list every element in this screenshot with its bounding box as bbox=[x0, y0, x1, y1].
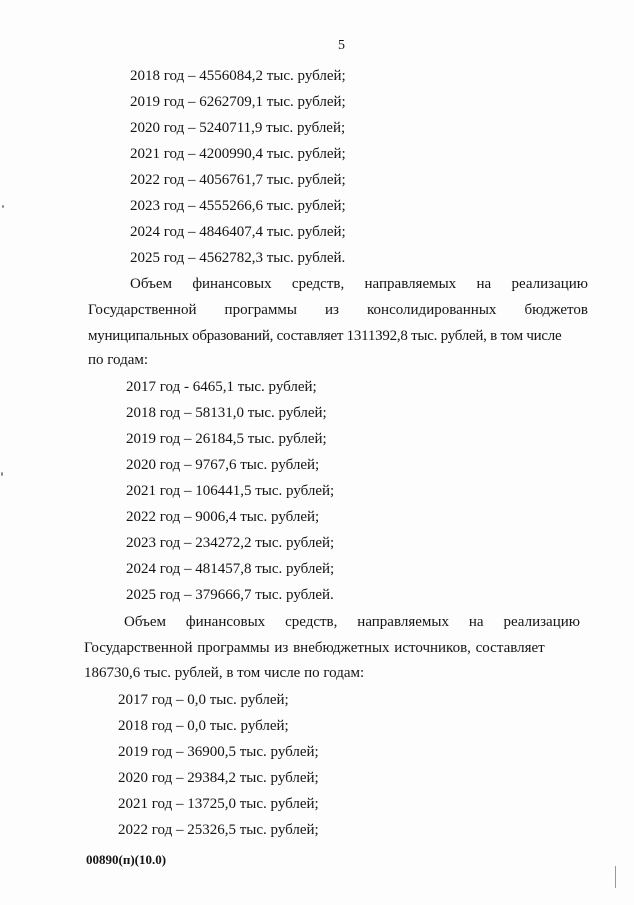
word: бюджетов bbox=[524, 302, 588, 318]
year-line: 2021 год – 106441,5 тыс. рублей; bbox=[126, 483, 335, 499]
page-number: 5 bbox=[338, 38, 345, 53]
year-line: 2017 год – 0,0 тыс. рублей; bbox=[118, 692, 289, 708]
year-line: 2025 год – 4562782,3 тыс. рублей. bbox=[130, 250, 346, 266]
paragraph-line: Государственной программы из внебюджетных источников, составляет bbox=[84, 640, 545, 656]
scan-speck bbox=[1, 472, 3, 476]
paragraph-line bbox=[124, 612, 580, 632]
word: на bbox=[468, 614, 484, 630]
scan-edge-mark bbox=[615, 866, 616, 888]
paragraph-line: по годам: bbox=[88, 352, 149, 368]
year-line: 2018 год – 0,0 тыс. рублей; bbox=[118, 718, 289, 734]
year-line: 2022 год – 25326,5 тыс. рублей; bbox=[118, 822, 319, 838]
document-code: 00890(п)(10.0) bbox=[86, 852, 167, 867]
word: Объем bbox=[124, 614, 166, 630]
scan-speck bbox=[2, 205, 4, 208]
year-line: 2020 год – 5240711,9 тыс. рублей; bbox=[130, 120, 346, 136]
word: из bbox=[325, 302, 339, 318]
year-line: 2018 год – 4556084,2 тыс. рублей; bbox=[130, 68, 346, 84]
paragraph-line bbox=[88, 300, 588, 320]
year-line: 2023 год – 234272,2 тыс. рублей; bbox=[126, 535, 335, 551]
word: на bbox=[476, 276, 492, 292]
word: финансовых bbox=[185, 614, 266, 630]
year-line: 2021 год – 4200990,4 тыс. рублей; bbox=[130, 146, 346, 162]
year-line: 2025 год – 379666,7 тыс. рублей. bbox=[126, 587, 334, 603]
word: реализацию bbox=[511, 276, 588, 292]
word: средств, bbox=[291, 276, 345, 292]
year-line: 2022 год – 9006,4 тыс. рублей; bbox=[126, 509, 320, 525]
year-line: 2021 год – 13725,0 тыс. рублей; bbox=[118, 796, 319, 812]
year-line: 2018 год – 58131,0 тыс. рублей; bbox=[126, 405, 327, 421]
year-line: 2019 год – 26184,5 тыс. рублей; bbox=[126, 431, 327, 447]
paragraph-line bbox=[130, 274, 588, 294]
year-line: 2023 год – 4555266,6 тыс. рублей; bbox=[130, 198, 346, 214]
word: консолидированных bbox=[367, 302, 497, 318]
year-line: 2019 год – 6262709,1 тыс. рублей; bbox=[130, 94, 346, 110]
year-line: 2024 год – 481457,8 тыс. рублей; bbox=[126, 561, 335, 577]
year-line: 2022 год – 4056761,7 тыс. рублей; bbox=[130, 172, 346, 188]
word: финансовых bbox=[192, 276, 272, 292]
year-line: 2019 год – 36900,5 тыс. рублей; bbox=[118, 744, 319, 760]
year-line: 2024 год – 4846407,4 тыс. рублей; bbox=[130, 224, 346, 240]
word: программы bbox=[224, 302, 297, 318]
word: направляемых bbox=[364, 276, 457, 292]
word: Государственной bbox=[88, 302, 197, 318]
paragraph-line: 186730,6 тыс. рублей, в том числе по годам: bbox=[84, 665, 365, 681]
word: реализацию bbox=[503, 614, 580, 630]
year-line: 2020 год – 29384,2 тыс. рублей; bbox=[118, 770, 319, 786]
year-line: 2017 год - 6465,1 тыс. рублей; bbox=[126, 379, 317, 395]
year-line: 2020 год – 9767,6 тыс. рублей; bbox=[126, 457, 320, 473]
word: направляемых bbox=[357, 614, 449, 630]
paragraph-line: муниципальных образований, составляет 1311392,8 тыс. рублей, в том числе bbox=[88, 328, 562, 344]
word: средств, bbox=[285, 614, 338, 630]
word: Объем bbox=[130, 276, 172, 292]
